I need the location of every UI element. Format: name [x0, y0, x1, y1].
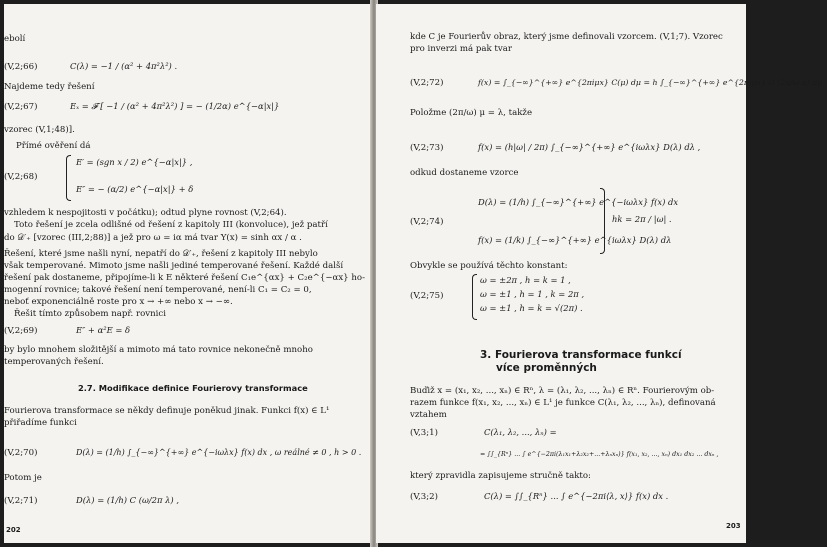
equation-brace	[472, 274, 477, 320]
equation: E′ = (sgn x / 2) e^{−α|x|} ,	[76, 157, 193, 167]
equation-label: (V,2;73)	[410, 143, 444, 153]
text-line: vztahem	[410, 410, 447, 420]
equation-label: (V,3;1)	[410, 428, 438, 438]
text-line: kde C je Fourierův obraz, který jsme definovali vzorcem. (V,1;7). Vzorec	[410, 32, 723, 42]
section-heading: 3. Fourierova transformace funkcí	[480, 349, 682, 361]
equation-label: (V,2;68)	[4, 172, 38, 182]
equation-label: (V,2;71)	[4, 496, 38, 506]
equation: E″ + α²E = δ	[76, 325, 131, 335]
text-line: vzorec (V,1;48)].	[4, 125, 75, 135]
equation-label: (V,2;69)	[4, 326, 38, 336]
section-heading: 2.7. Modifikace definice Fourierovy transformace	[78, 383, 308, 393]
equation: ω = ±2π , h = k = 1 ,	[480, 275, 571, 285]
equation-label: (V,2;66)	[4, 62, 38, 72]
equation-brace	[600, 188, 605, 254]
equation: f(x) = ∫_{−∞}^{+∞} e^{2πiμx} C(μ) dμ = h ∫_{−∞}^{+∞} e^{2πiμx} D (2π/ω μ) dμ .	[478, 78, 827, 87]
text-line: odkud dostaneme vzorce	[410, 168, 519, 178]
equation: Eₓ = 𝓕 [ −1 / (α² + 4π²λ²) ] = − (1/2α) e^{−α|x|}	[70, 101, 280, 111]
equation: D(λ) = (1/h) C (ω/2π λ) ,	[76, 495, 180, 505]
equation: C(λ) = −1 / (α² + 4π²λ²) .	[70, 61, 178, 71]
equation: = ∫∫_{Rⁿ} ... ∫ e^{−2πi(λ₁x₁+λ₂x₂+...+λₙxₙ)} f(x₁, x₂, ..., xₙ) dx₁ dx₂ ... dxₙ ,	[480, 451, 719, 458]
equation-label: (V,2;70)	[4, 448, 38, 458]
equation: hk = 2π / |ω| .	[612, 214, 672, 224]
equation-label: (V,3;2)	[410, 492, 438, 502]
equation: f(x) = (h|ω| / 2π) ∫_{−∞}^{+∞} e^{iωλx} D(λ) dλ ,	[478, 142, 701, 152]
equation: E″ = − (α/2) e^{−α|x|} + δ	[76, 184, 194, 194]
equation: D(λ) = (1/h) ∫_{−∞}^{+∞} e^{−iωλx} f(x) dx	[478, 197, 679, 207]
section-heading: více proměnných	[496, 362, 597, 374]
equation-brace	[66, 155, 71, 201]
equation-label: (V,2;67)	[4, 102, 38, 112]
equation: ω = ±1 , h = 1 , k = 2π ,	[480, 289, 585, 299]
text-line: temperovaných řešení.	[4, 357, 104, 367]
left-page	[4, 4, 372, 543]
text-line: ebolí	[4, 34, 26, 44]
text-line: řešení pak dostaneme, připojíme-li k E některé řešení C₁e^{αx} + C₂e^{−αx} ho-	[4, 273, 365, 283]
text-line: by bylo mnohem složitější a mimoto má tato rovnice nekonečně mnoho	[4, 345, 313, 355]
text-line: Potom je	[4, 473, 42, 483]
equation-label: (V,2;72)	[410, 78, 444, 88]
text-line: Položme (2π/ω) μ = λ, takže	[410, 108, 533, 118]
page-number: 202	[6, 526, 21, 534]
text-line: neboť exponenciálně roste pro x → +∞ nebo x → −∞.	[4, 297, 233, 307]
equation: f(x) = (1/k) ∫_{−∞}^{+∞} e^{iωλx} D(λ) dλ	[478, 235, 672, 245]
text-line: Řešení, které jsme našli nyní, nepatří do 𝒟′₊, řešení z kapitoly III nebylo	[4, 249, 318, 259]
text-line: Fourierova transformace se někdy definuje poněkud jinak. Funkci f(x) ∈ L¹	[4, 406, 330, 416]
equation-label: (V,2;75)	[410, 291, 444, 301]
text-line: do 𝒟′₊ [vzorec (III,2;88)] a jež pro ω = iα má tvar Y(x) = sinh αx / α .	[4, 233, 302, 243]
text-line: Obvykle se používá těchto konstant:	[410, 261, 568, 271]
text-line: přiřadíme funkci	[4, 418, 77, 428]
text-line: razem funkce f(x₁, x₂, ..., xₙ) ∈ L¹ je funkce C(λ₁, λ₂, ..., λₙ), definovaná	[410, 398, 716, 408]
text-line: Přímé ověření dá	[16, 141, 91, 151]
equation: C(λ) = ∫∫_{Rⁿ} ... ∫ e^{−2πi⟨λ, x⟩} f(x) dx .	[484, 491, 669, 501]
text-line: pro inverzi má pak tvar	[410, 44, 512, 54]
text-line: však temperované. Mimoto jsme našli jediné temperované řešení. Každé další	[4, 261, 344, 271]
page-number: 203	[726, 522, 741, 530]
text-line: Řešit tímto způsobem např. rovnici	[14, 309, 166, 319]
text-line: Toto řešení je zcela odlišné od řešení z kapitoly III (konvoluce), jež patří	[14, 220, 328, 230]
equation: D(λ) = (1/h) ∫_{−∞}^{+∞} e^{−iωλx} f(x) dx , ω reálné ≠ 0 , h > 0 .	[76, 448, 362, 457]
text-line: Najdeme tedy řešení	[4, 82, 95, 92]
text-line: Buďiž x = (x₁, x₂, ..., xₙ) ∈ Rⁿ, λ = (λ₁, λ₂, ..., λₙ) ∈ Rⁿ. Fourierovým ob-	[410, 386, 715, 396]
text-line: vzhledem k nespojitosti v počátku); odtud plyne rovnost (V,2;64).	[4, 208, 287, 218]
text-line: mogenní rovnice; takové řešení není temperované, není-li C₁ = C₂ = 0,	[4, 285, 312, 295]
right-page	[376, 4, 827, 543]
text-line: který zpravidla zapisujeme stručně takto:	[410, 471, 591, 481]
equation: ω = ±1 , h = k = √(2π) .	[480, 303, 583, 313]
equation-label: (V,2;74)	[410, 217, 444, 227]
equation: C(λ₁, λ₂, ..., λₙ) =	[484, 427, 557, 437]
